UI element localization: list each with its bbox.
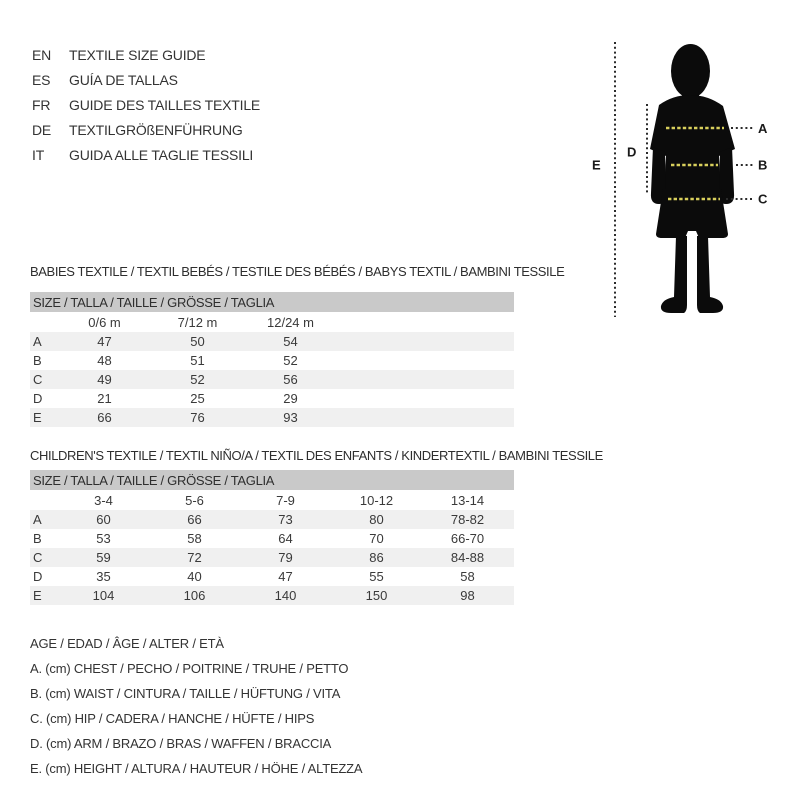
label-e: E [592, 157, 601, 173]
cell-value: 60 [96, 512, 111, 527]
column-header: 5-6 [185, 493, 204, 508]
children-column-header-row [30, 491, 514, 510]
lang-code: IT [32, 146, 45, 163]
table-row [30, 567, 514, 586]
cell-value: 56 [283, 372, 298, 387]
cell-value: 98 [460, 588, 475, 603]
babies-column-header-row [30, 313, 514, 332]
cell-value: 51 [190, 353, 205, 368]
children-section-title: CHILDREN'S TEXTILE / TEXTIL NIÑO/A / TEXTIL DES ENFANTS / KINDERTEXTIL / BAMBINI TESSILE [30, 448, 603, 463]
row-label: B [33, 531, 42, 546]
cell-value: 66-70 [450, 531, 485, 546]
silhouette-left-leg-shoe [661, 236, 687, 313]
row-label: D [33, 569, 43, 584]
cell-value: 47 [97, 334, 112, 349]
silhouette-right-leg-shoe [697, 236, 723, 313]
table-row [30, 529, 514, 548]
cell-value: 52 [283, 353, 298, 368]
lang-code: ES [32, 71, 51, 88]
legend-age-line: AGE / EDAD / ÂGE / ALTER / ETÀ [30, 636, 224, 651]
silhouette-shorts [656, 189, 728, 238]
babies-size-table [30, 313, 514, 427]
legend-item-chest: A. (cm) CHEST / PECHO / POITRINE / TRUHE / PETTO [30, 661, 349, 676]
legend-item-height: E. (cm) HEIGHT / ALTURA / HAUTEUR / HÖHE / ALTEZZA [30, 761, 363, 776]
legend-item-hip: C. (cm) HIP / CADERA / HANCHE / HÜFTE / HIPS [30, 711, 315, 726]
lang-code: FR [32, 96, 51, 113]
table-row [30, 510, 514, 529]
cell-value: 70 [369, 531, 384, 546]
language-guide-list [32, 42, 260, 167]
label-a: A [758, 121, 768, 136]
cell-value: 54 [283, 334, 298, 349]
lang-code: DE [32, 121, 52, 138]
column-header: 7/12 m [177, 315, 218, 330]
column-header: 10-12 [359, 493, 394, 508]
babies-size-header-bar: SIZE / TALLA / TAILLE / GRÖSSE / TAGLIA [30, 292, 514, 312]
cell-value: 73 [278, 512, 293, 527]
table-row [30, 370, 514, 389]
cell-value: 35 [96, 569, 111, 584]
cell-value: 93 [283, 410, 298, 425]
cell-value: 52 [190, 372, 205, 387]
cell-value: 25 [190, 391, 205, 406]
cell-value: 86 [369, 550, 384, 565]
cell-value: 76 [190, 410, 205, 425]
row-label: E [33, 410, 42, 425]
cell-value: 53 [96, 531, 111, 546]
lang-row-fr [32, 92, 260, 117]
measurement-legend [30, 631, 362, 781]
cell-value: 66 [187, 512, 202, 527]
column-header: 13-14 [450, 493, 485, 508]
cell-value: 48 [97, 353, 112, 368]
cell-value: 64 [278, 531, 293, 546]
column-header: 12/24 m [267, 315, 314, 330]
column-header: 7-9 [276, 493, 295, 508]
cell-value: 72 [187, 550, 202, 565]
row-label: A [33, 512, 42, 527]
legend-item-arm: D. (cm) ARM / BRAZO / BRAS / WAFFEN / BRACCIA [30, 736, 332, 751]
cell-value: 59 [96, 550, 111, 565]
column-header: 0/6 m [88, 315, 121, 330]
babies-section-title: BABIES TEXTILE / TEXTIL BEBÉS / TESTILE DES BÉBÉS / BABYS TEXTIL / BAMBINI TESSILE [30, 264, 565, 279]
lang-title: TEXTILGRÖßENFÜHRUNG [69, 121, 243, 138]
cell-value: 29 [283, 391, 298, 406]
cell-value: 66 [97, 410, 112, 425]
cell-value: 50 [190, 334, 205, 349]
lang-title: TEXTILE SIZE GUIDE [69, 46, 206, 63]
lang-row-it [32, 142, 260, 167]
cell-value: 21 [97, 391, 112, 406]
cell-value: 40 [187, 569, 202, 584]
cell-value: 104 [92, 588, 115, 603]
table-row [30, 586, 514, 605]
label-c: C [758, 191, 768, 207]
cell-value: 106 [183, 588, 206, 603]
cell-value: 58 [187, 531, 202, 546]
silhouette-head [671, 44, 710, 98]
cell-value: 55 [369, 569, 384, 584]
children-size-table [30, 491, 514, 605]
lang-title: GUÍA DE TALLAS [69, 71, 178, 88]
children-size-header-bar: SIZE / TALLA / TAILLE / GRÖSSE / TAGLIA [30, 470, 514, 490]
row-label: C [33, 550, 43, 565]
cell-value: 150 [365, 588, 388, 603]
child-silhouette-figure [583, 28, 793, 323]
table-row [30, 332, 514, 351]
cell-value: 58 [460, 569, 475, 584]
cell-value: 47 [278, 569, 293, 584]
column-header: 3-4 [94, 493, 113, 508]
child-silhouette [650, 44, 735, 313]
row-label: C [33, 372, 43, 387]
cell-value: 79 [278, 550, 293, 565]
lang-title: GUIDE DES TAILLES TEXTILE [69, 96, 261, 113]
lang-code: EN [32, 46, 52, 63]
legend-item-waist: B. (cm) WAIST / CINTURA / TAILLE / HÜFTUNG / VITA [30, 686, 341, 701]
table-row [30, 408, 514, 427]
lang-row-en [32, 42, 260, 67]
label-d: D [627, 144, 637, 160]
lang-row-es [32, 67, 260, 92]
row-label: E [33, 588, 42, 603]
cell-value: 78-82 [450, 512, 485, 527]
table-row [30, 389, 514, 408]
row-label: D [33, 391, 43, 406]
cell-value: 80 [369, 512, 384, 527]
lang-title: GUIDA ALLE TAGLIE TESSILI [69, 146, 254, 163]
table-row [30, 548, 514, 567]
label-b: B [758, 157, 768, 173]
cell-value: 49 [97, 372, 112, 387]
row-label: B [33, 353, 42, 368]
lang-row-de [32, 117, 260, 142]
cell-value: 140 [274, 588, 297, 603]
row-label: A [33, 334, 42, 349]
cell-value: 84-88 [450, 550, 485, 565]
table-row [30, 351, 514, 370]
